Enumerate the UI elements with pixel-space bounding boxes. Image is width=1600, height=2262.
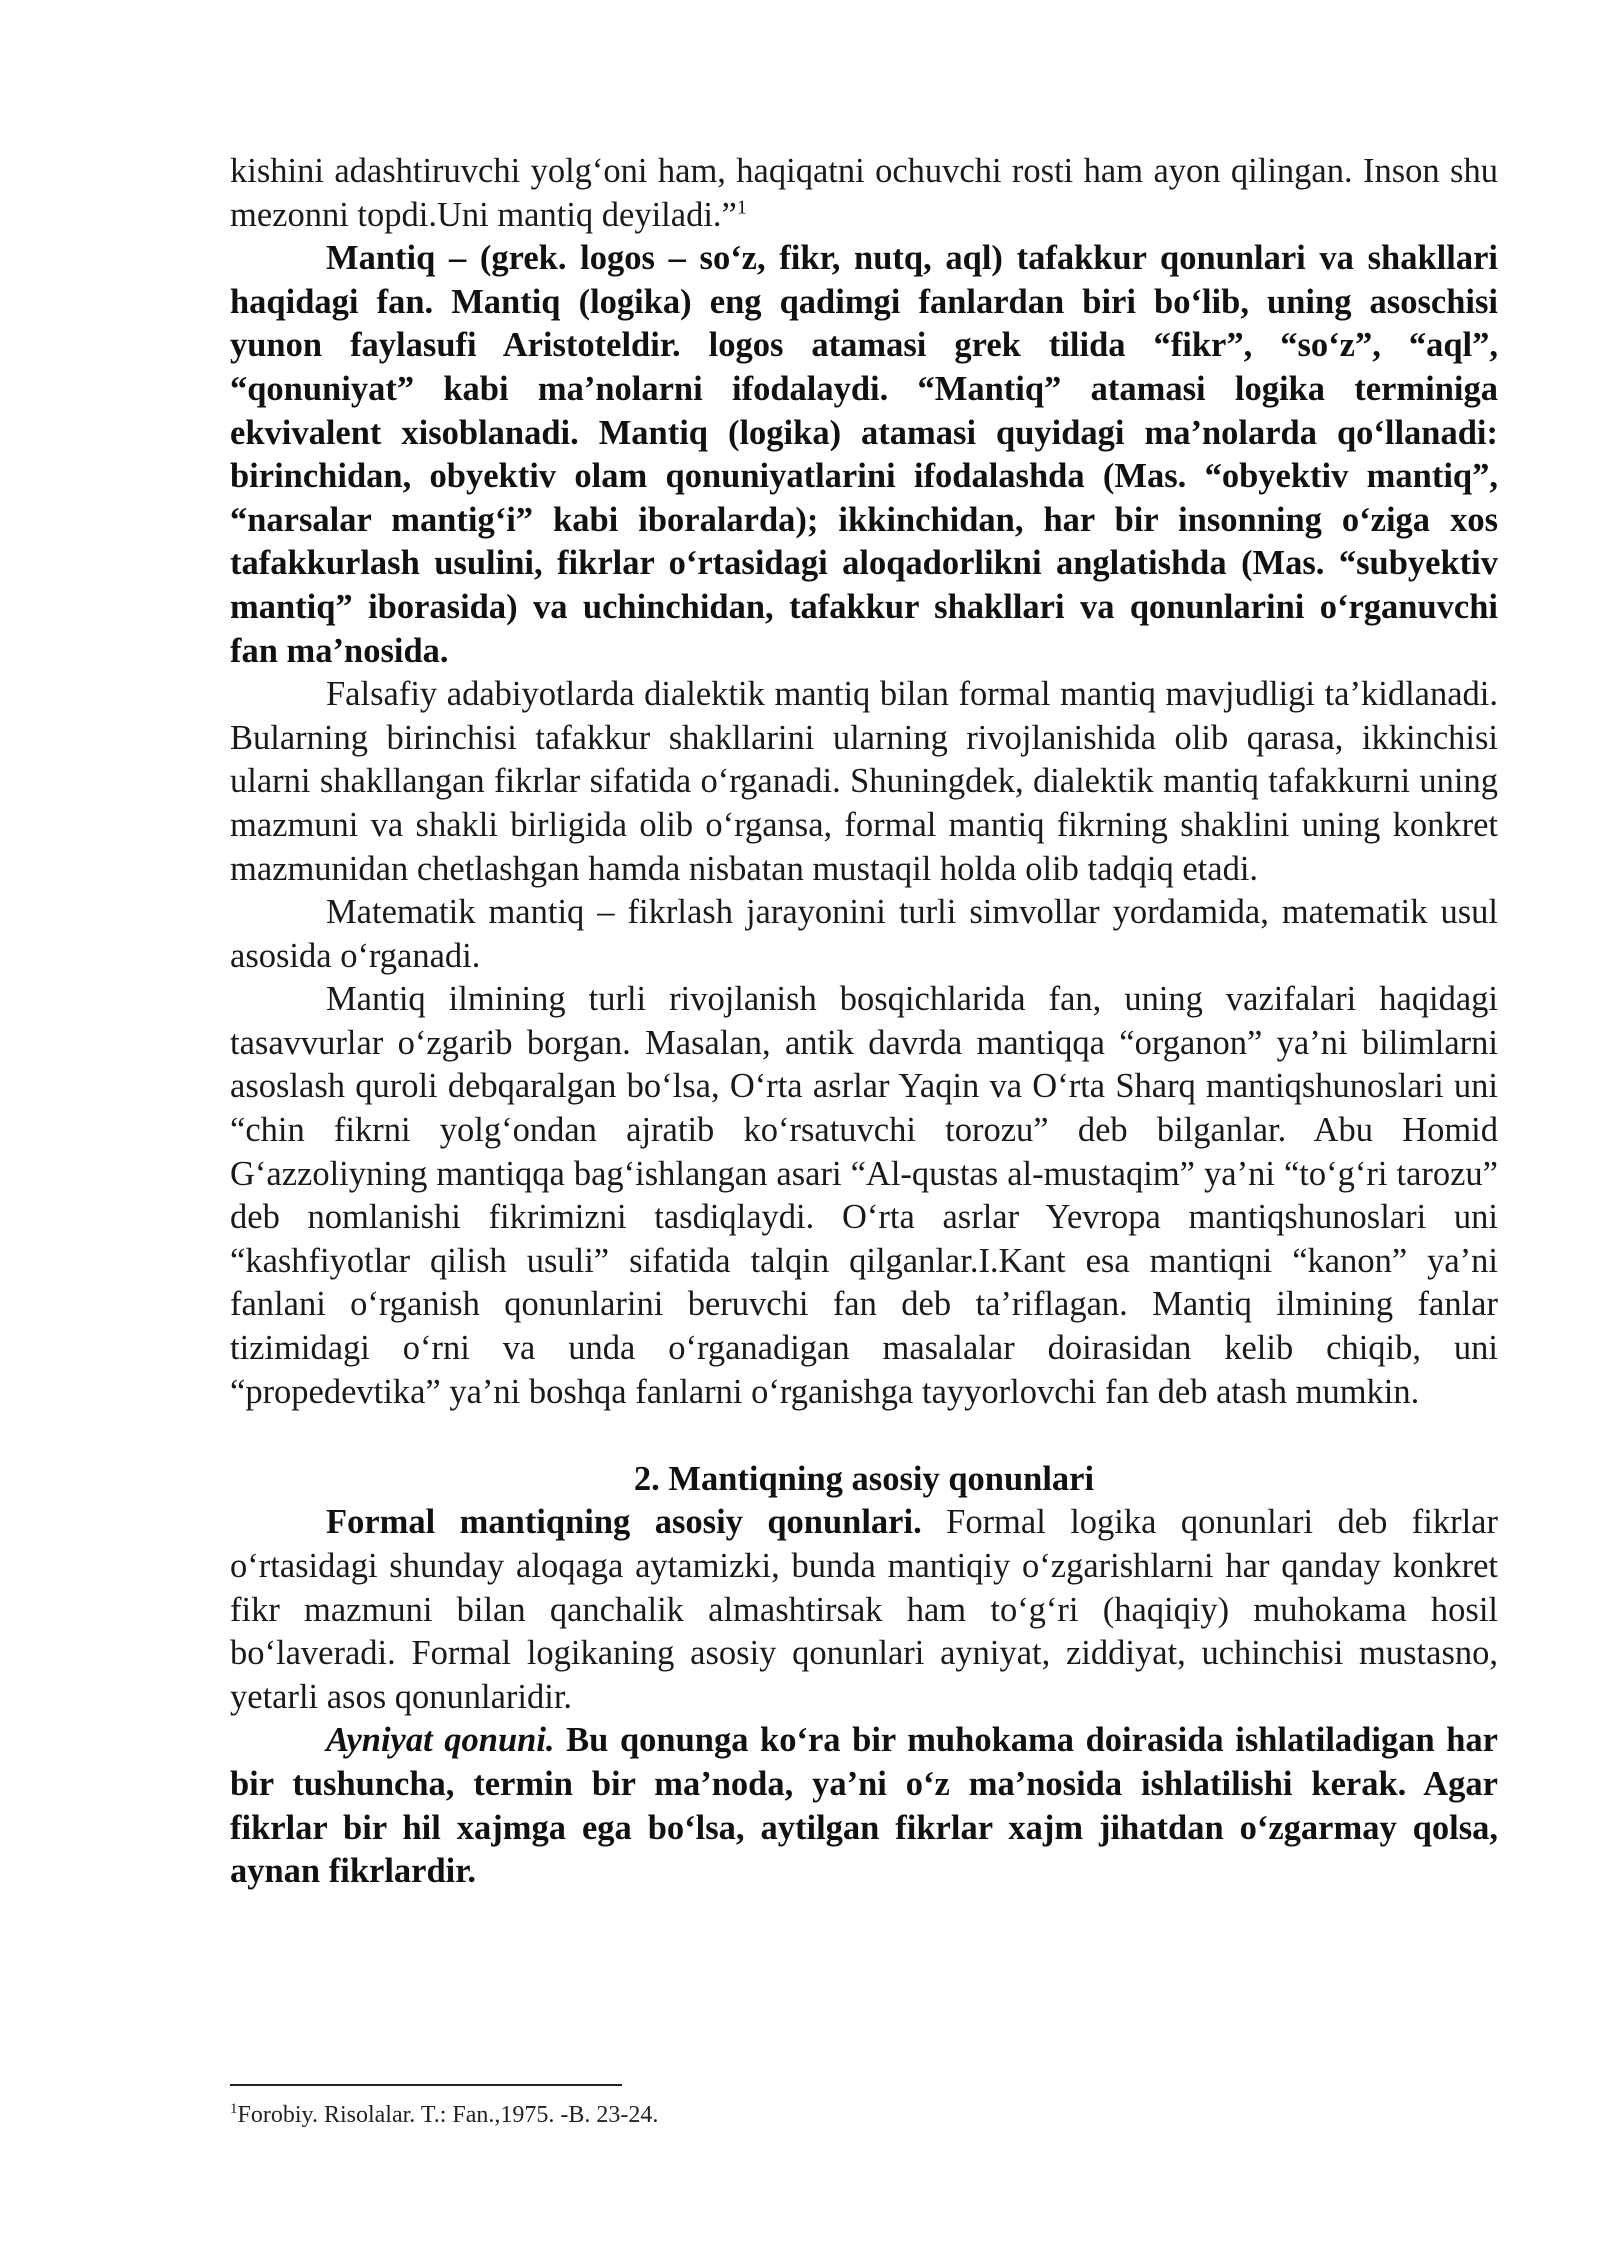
section-heading: 2. Mantiqning asosiy qonunlari — [633, 1459, 1095, 1498]
paragraph-dialectic-formal: Falsafiy adabiyotlarda dialektik mantiq bilan formal mantiq mavjudligi ta’kidlanadi. Bularning birinchisi tafakkur shakllarini ularning rivojlanishida olib qarasa, ikkinchisi ularni shakllangan fikrlar sifatida o‘rganadi. Shuningdek, dialektik mantiq tafakkurni uning mazmuni va shakli birligida olib o‘rgansa, formal mantiq fikrning shaklini uning konkret mazmunidan chetlashgan hamda nisbatan mustaqil holda olib tadqiq etadi. — [230, 675, 1498, 888]
footnote-divider — [230, 2084, 622, 2086]
document-page — [230, 150, 1498, 1894]
paragraph-identity-law — [230, 1719, 1498, 1893]
paragraph-history: Mantiq ilmining turli rivojlanish bosqichlarida fan, uning vazifalari haqidagi tasavvurlar o‘zgarib borgan. Masalan, antik davrda mantiqqa “organon” ya’ni bilimlarni asoslash quroli debqaralgan bo‘lsa, O‘rta asrlar Yaqin va O‘rta Sharq mantiqshunoslari uni “chin fikrni yolg‘ondan ajratib ko‘rsatuvchi torozu” deb bilganlar. Abu Homid G‘azzoliyning mantiqqa bag‘ishlangan asari “Al-qustas al-mustaqim” ya’ni “to‘g‘ri tarozu” deb nomlanishi fikrimizni tasdiqlaydi. O‘rta asrlar Yevropa mantiqshunoslari uni “kashfiyotlar qilish usuli” sifatida talqin qilganlar.I.Kant esa mantiqni “kanon” ya’ni fanlani o‘rganish qonunlarini beruvchi fan deb ta’riflagan. Mantiq ilmining fanlar tizimidagi o‘rni va unda o‘rganadigan masalalar doirasidan kelib chiqib, uni “propedevtika” ya’ni boshqa fanlarni o‘rganishga tayyorlovchi fan deb atash mumkin. — [230, 980, 1498, 1411]
footnote-marker: 1 — [230, 2101, 238, 2117]
paragraph-mantiq-definition: Mantiq – (grek. logos – so‘z, fikr, nutq, aql) tafakkur qonunlari va shakllari haqidagi fan. Mantiq (logika) eng qadimgi fanlardan biri bo‘lib, uning asoschisi yunon faylasufi Aristoteldir. logos atamasi grek tilida “fikr”, “so‘z”, “aql”, “qonuniyat” kabi ma’nolarni ifodalaydi. “Mantiq” atamasi logika terminiga ekvivalent xisoblanadi. Mantiq (logika) atamasi quyidagi ma’nolarda qo‘llanadi: birinchidan, obyektiv olam qonuniyatlarini ifodalashda (Mas. “obyektiv mantiq”, “narsalar mantig‘i” kabi iboralarda); ikkinchidan, har bir insonning o‘ziga xos tafakkurlash usulini, fikrlar o‘rtasidagi aloqadorlikni anglatishda (Mas. “subyektiv mantiq” iborasida) va uchinchidan, tafakkur shakllari va qonunlarini o‘rganuvchi fan ma’nosida. — [230, 239, 1498, 670]
paragraph-text: Bu qonunga ko‘ra bir muhokama doirasida ishlatiladigan har bir tushuncha, termin bir ma’noda, ya’ni o‘z ma’nosida ishlatilishi kerak. Agar fikrlar bir hil xajmga ega bo‘lsa, aytilgan fikrlar xajm jihatdan o‘zgarmay qolsa, aynan fikrlardir. — [230, 1721, 1498, 1891]
footnote-reference: 1 — [736, 196, 747, 219]
paragraph-lead: Formal mantiqning asosiy qonunlari. — [326, 1503, 922, 1542]
paragraph-text: Formal logika qonunlari deb fikrlar o‘rtasidagi shunday aloqaga aytamizki, bunda mantiqiy o‘zgarishlarni har qanday konkret fikr mazmuni bilan qanchalik almashtirsak ham to‘g‘ri (haqiqiy) muhokama hosil bo‘laveradi. Formal logikaning asosiy qonunlari ayniyat, ziddiyat, uchinchisi mustasno, yetarli asos qonunlaridir. — [230, 1503, 1498, 1716]
paragraph-lead: Ayniyat qonuni. — [326, 1721, 555, 1760]
footnote — [230, 2094, 658, 2130]
paragraph-text: kishini adashtiruvchi yolg‘oni ham, haqiqatni ochuvchi rosti ham ayon qilingan. Inson shu mezonni topdi.Uni mantiq deyiladi.” — [230, 152, 1498, 234]
paragraph-formal-laws — [230, 1501, 1498, 1719]
paragraph-mathematical-logic: Matematik mantiq – fikrlash jarayonini turli simvollar yordamida, matematik usul asosida o‘rganadi. — [230, 893, 1498, 975]
paragraph-continuation — [230, 150, 1498, 237]
footnote-text: Forobiy. Risolalar. T.: Fan.,1975. -B. 23-24. — [237, 2102, 659, 2128]
